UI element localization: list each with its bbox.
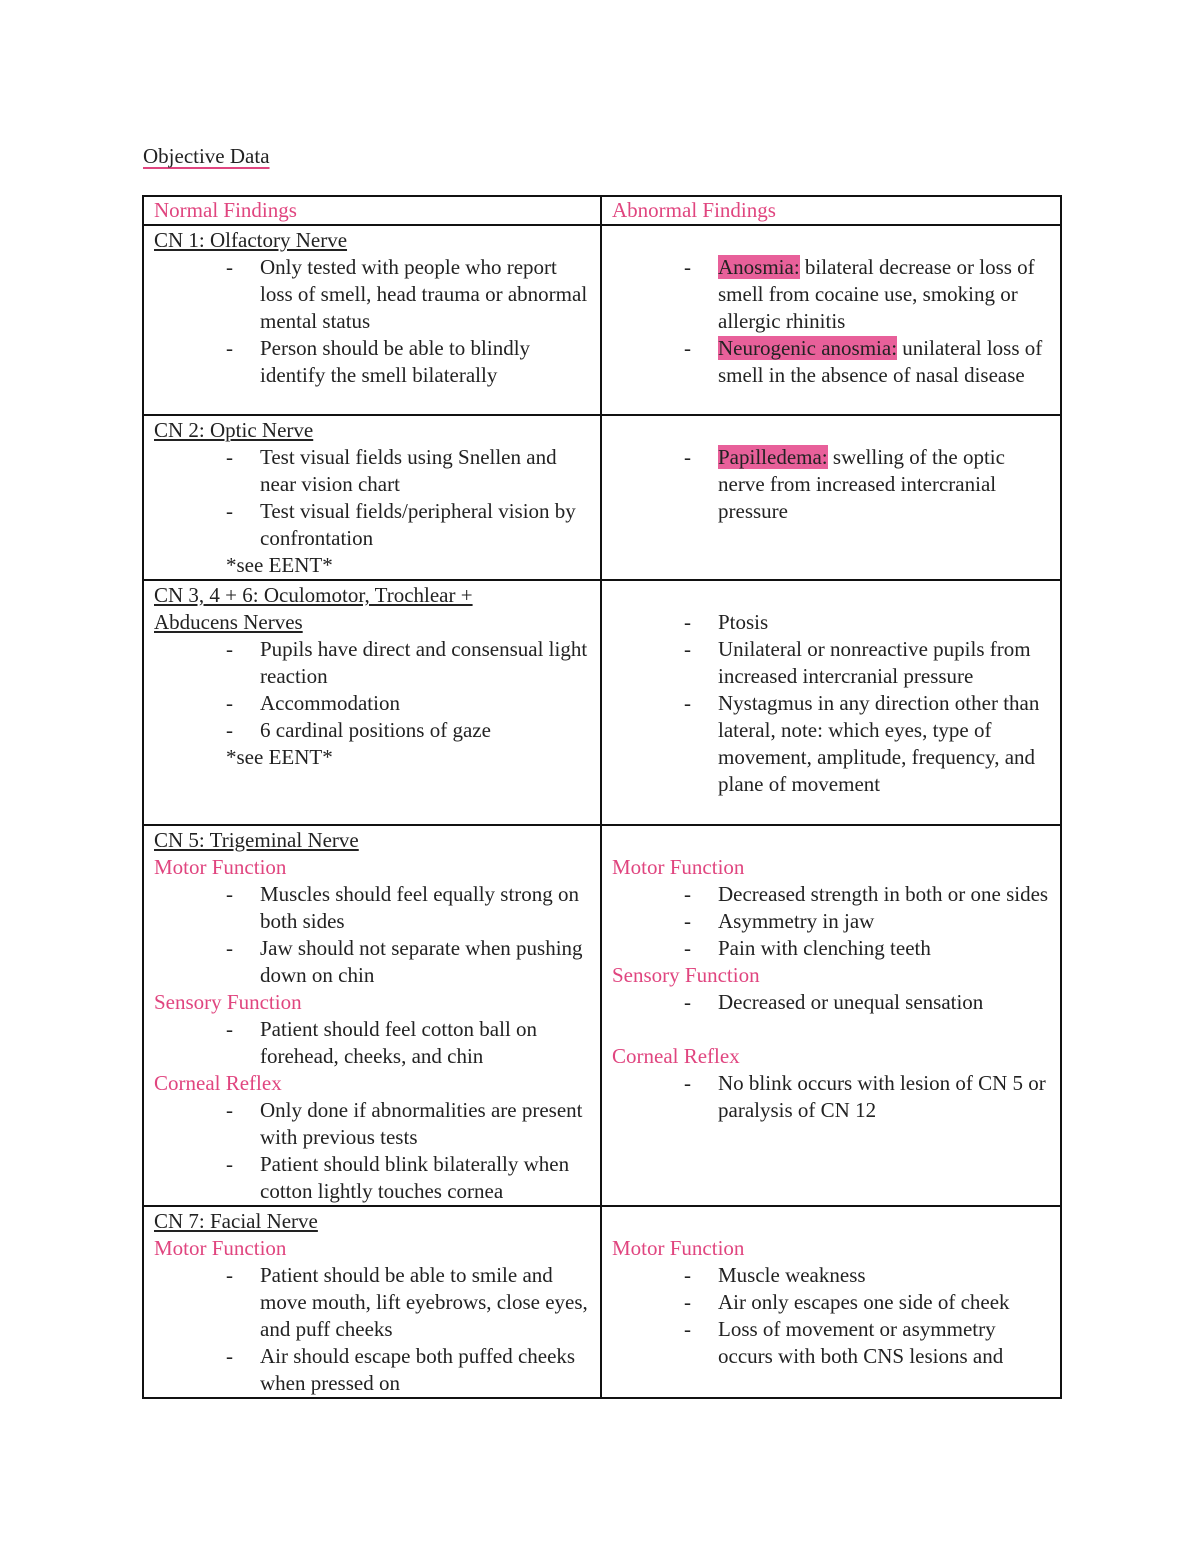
list-item: - Decreased or unequal sensation [612, 989, 1051, 1016]
list-item: - Test visual fields using Snellen and near vision chart [154, 444, 591, 498]
see-eent-note: *see EENT* [226, 553, 333, 577]
list-item: - Asymmetry in jaw [612, 908, 1051, 935]
list-item: - Accommodation [154, 690, 591, 717]
list-item: - 6 cardinal positions of gaze [154, 717, 591, 744]
cn5-normal-sensory-list [154, 1016, 591, 1070]
cn2-normal-cell [143, 415, 601, 580]
list-item: - Nystagmus in any direction other than lateral, note: which eyes, type of movement, amplitude, frequency, and plane of movement [612, 690, 1051, 798]
list-item: - Pain with clenching teeth [612, 935, 1051, 962]
list-item: - Papilledema: swelling of the optic nerve from increased intercranial pressure [612, 444, 1051, 525]
cn1-abnormal-list [612, 254, 1051, 389]
list-item: - Anosmia: bilateral decrease or loss of smell from cocaine use, smoking or allergic rhinitis [612, 254, 1051, 335]
cn5-normal-motor-list [154, 881, 591, 989]
motor-function-label: Motor Function [154, 1236, 287, 1260]
list-item: - Jaw should not separate when pushing down on chin [154, 935, 591, 989]
cn7-normal-motor-list [154, 1262, 591, 1397]
cn2-title: CN 2: Optic Nerve [154, 418, 314, 442]
cn7-abnormal-cell [601, 1206, 1061, 1398]
findings-table [142, 195, 1062, 1399]
cn7-normal-cell [143, 1206, 601, 1398]
list-item: - Ptosis [612, 609, 1051, 636]
cn1-normal-cell [143, 225, 601, 415]
cn3-abnormal-list [612, 609, 1051, 798]
sensory-function-label: Sensory Function [154, 990, 302, 1014]
cn5-abnormal-sensory-list [612, 989, 1051, 1016]
motor-function-label: Motor Function [154, 855, 287, 879]
list-item: - Muscle weakness [612, 1262, 1051, 1289]
cn1-title: CN 1: Olfactory Nerve [154, 228, 348, 252]
page-title: Objective Data [143, 144, 270, 168]
cn5-abnormal-motor-list [612, 881, 1051, 962]
list-item: - Loss of movement or asymmetry occurs with both CNS lesions and [612, 1316, 1051, 1370]
cn3-normal-cell [143, 580, 601, 825]
table-header-row [143, 196, 1061, 225]
sensory-function-label: Sensory Function [612, 963, 760, 987]
cn3-title-line1: CN 3, 4 + 6: Oculomotor, Trochlear + [154, 583, 473, 607]
table-row [143, 415, 1061, 580]
cn3-title-line2: Abducens Nerves [154, 610, 303, 634]
list-item: - Pupils have direct and consensual light reaction [154, 636, 591, 690]
abnormal-findings-header: Abnormal Findings [601, 196, 1061, 225]
list-item: - Air should escape both puffed cheeks when pressed on [154, 1343, 591, 1397]
cn5-abnormal-cell [601, 825, 1061, 1206]
highlighted-term: Anosmia: [718, 255, 800, 279]
table-row [143, 1206, 1061, 1398]
cn7-abnormal-motor-list [612, 1262, 1051, 1370]
list-item: - Air only escapes one side of cheek [612, 1289, 1051, 1316]
list-item: - Muscles should feel equally strong on both sides [154, 881, 591, 935]
list-item: - Only tested with people who report loss of smell, head trauma or abnormal mental status [154, 254, 591, 335]
list-item: - Neurogenic anosmia: unilateral loss of smell in the absence of nasal disease [612, 335, 1051, 389]
cn2-abnormal-cell [601, 415, 1061, 580]
cn2-normal-list [154, 444, 591, 552]
cn5-title: CN 5: Trigeminal Nerve [154, 828, 359, 852]
list-item: - Patient should feel cotton ball on forehead, cheeks, and chin [154, 1016, 591, 1070]
cn5-abnormal-corneal-list [612, 1070, 1051, 1124]
motor-function-label: Motor Function [612, 1236, 745, 1260]
motor-function-label: Motor Function [612, 855, 745, 879]
list-item: - Test visual fields/peripheral vision by confrontation [154, 498, 591, 552]
list-item: - Person should be able to blindly identify the smell bilaterally [154, 335, 591, 389]
list-item: - Patient should blink bilaterally when cotton lightly touches cornea [154, 1151, 591, 1205]
table-row [143, 225, 1061, 415]
cn5-normal-cell [143, 825, 601, 1206]
list-item: - Patient should be able to smile and move mouth, lift eyebrows, close eyes, and puff cheeks [154, 1262, 591, 1343]
list-item: - Unilateral or nonreactive pupils from increased intercranial pressure [612, 636, 1051, 690]
corneal-reflex-label: Corneal Reflex [612, 1044, 740, 1068]
table-row [143, 825, 1061, 1206]
table-row [143, 580, 1061, 825]
cn1-normal-list [154, 254, 591, 389]
highlighted-term: Papilledema: [718, 445, 828, 469]
cn3-normal-list [154, 636, 591, 744]
list-item: - No blink occurs with lesion of CN 5 or paralysis of CN 12 [612, 1070, 1051, 1124]
list-item: - Only done if abnormalities are present with previous tests [154, 1097, 591, 1151]
cn3-abnormal-cell [601, 580, 1061, 825]
cn7-title: CN 7: Facial Nerve [154, 1209, 318, 1233]
cn2-abnormal-list [612, 444, 1051, 525]
normal-findings-header: Normal Findings [143, 196, 601, 225]
cn1-abnormal-cell [601, 225, 1061, 415]
see-eent-note: *see EENT* [226, 745, 333, 769]
cn5-normal-corneal-list [154, 1097, 591, 1205]
highlighted-term: Neurogenic anosmia: [718, 336, 898, 360]
corneal-reflex-label: Corneal Reflex [154, 1071, 282, 1095]
list-item: - Decreased strength in both or one sides [612, 881, 1051, 908]
